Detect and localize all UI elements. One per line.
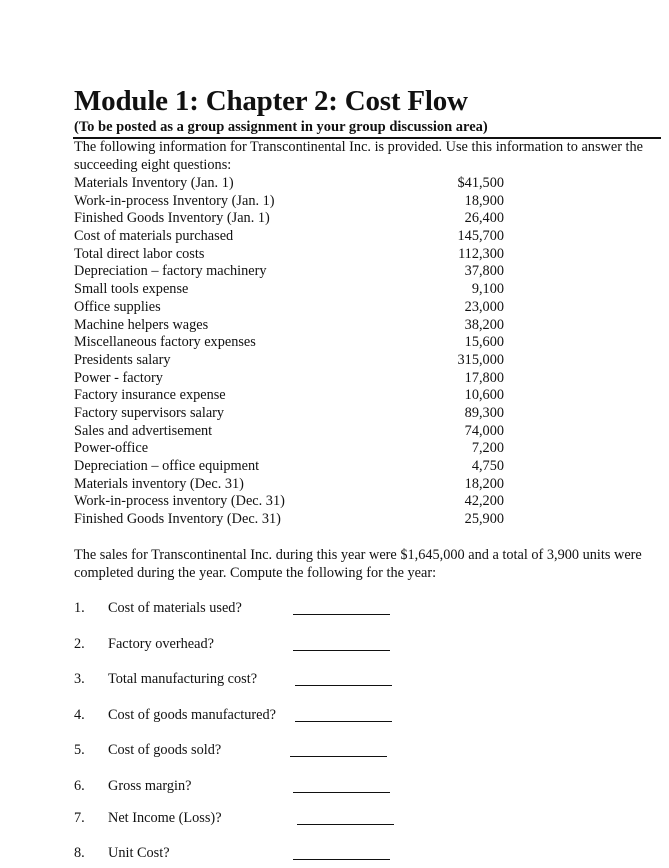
answer-blank[interactable]: [297, 824, 394, 825]
question-text: Cost of goods sold?: [108, 742, 222, 758]
data-row: [74, 493, 504, 511]
question-item: [74, 808, 414, 828]
data-value: 89,300: [464, 404, 504, 421]
data-value: 38,200: [464, 316, 504, 333]
question-number: 3.: [74, 671, 85, 687]
data-label: Cost of materials purchased: [74, 228, 234, 245]
data-label: Finished Goods Inventory (Jan. 1): [74, 210, 270, 227]
answer-blank[interactable]: [295, 721, 392, 722]
answer-blank[interactable]: [293, 859, 390, 860]
question-item: [74, 776, 414, 796]
question-item: [74, 669, 414, 689]
data-value: 18,200: [464, 475, 504, 492]
data-label: Depreciation – factory machinery: [74, 263, 267, 280]
intro-paragraph: The following information for Transcontinental Inc. is provided. Use this information to answer the succeeding eight questions:: [74, 139, 643, 173]
data-row: [74, 511, 504, 529]
data-label: Depreciation – office equipment: [74, 458, 260, 474]
data-label: Factory supervisors salary: [74, 404, 225, 421]
data-label: Finished Goods Inventory (Dec. 31): [74, 511, 281, 528]
question-text: Net Income (Loss)?: [108, 810, 222, 826]
data-value: 37,800: [464, 263, 504, 280]
data-value: $41,500: [457, 175, 504, 191]
data-row: [74, 334, 504, 352]
question-number: 6.: [74, 778, 85, 794]
question-number: 2.: [74, 636, 85, 652]
data-label: Materials Inventory (Jan. 1): [74, 175, 234, 191]
data-label: Office supplies: [74, 298, 161, 315]
data-row: [74, 440, 504, 458]
answer-blank[interactable]: [290, 756, 387, 757]
question-item: [74, 740, 414, 760]
data-row: [74, 387, 504, 405]
question-item: [74, 705, 414, 725]
data-value: 7,200: [471, 440, 504, 457]
question-text: Unit Cost?: [108, 845, 170, 861]
question-item: [74, 598, 414, 618]
data-value: 15,600: [464, 334, 504, 351]
data-row: [74, 193, 504, 211]
question-text: Gross margin?: [108, 778, 192, 794]
question-number: 1.: [74, 600, 85, 616]
data-label: Power - factory: [74, 369, 163, 386]
data-value: 23,000: [464, 298, 504, 315]
data-row: [74, 423, 504, 441]
data-row: [74, 299, 504, 317]
question-text: Total manufacturing cost?: [108, 671, 258, 687]
data-value: 4,750: [471, 458, 504, 474]
data-value: 145,700: [457, 228, 504, 245]
data-row: [74, 405, 504, 423]
question-number: 4.: [74, 707, 85, 723]
data-row: [74, 476, 504, 494]
data-label: Work-in-process inventory (Dec. 31): [74, 493, 285, 510]
cost-data-table: [74, 175, 504, 529]
data-row: [74, 317, 504, 335]
question-number: 7.: [74, 810, 85, 826]
answer-blank[interactable]: [293, 650, 390, 651]
question-number: 5.: [74, 742, 85, 758]
question-number: 8.: [74, 845, 85, 861]
question-text: Cost of goods manufactured?: [108, 707, 276, 723]
data-label: Machine helpers wages: [74, 316, 209, 333]
data-value: 10,600: [464, 387, 504, 404]
data-row: [74, 458, 504, 476]
data-row: [74, 370, 504, 388]
data-label: Sales and advertisement: [74, 422, 213, 439]
question-item: [74, 634, 414, 654]
data-value: 26,400: [464, 210, 504, 227]
data-label: Work-in-process Inventory (Jan. 1): [74, 192, 275, 209]
answer-blank[interactable]: [295, 685, 392, 686]
data-value: 18,900: [464, 192, 504, 209]
data-value: 25,900: [464, 511, 504, 528]
data-label: Miscellaneous factory expenses: [74, 334, 256, 351]
data-label: Presidents salary: [74, 351, 171, 368]
data-row: [74, 263, 504, 281]
data-row: [74, 246, 504, 264]
question-text: Factory overhead?: [108, 636, 214, 652]
data-row: [74, 228, 504, 246]
sales-paragraph: The sales for Transcontinental Inc. during this year were $1,645,000 and a total of 3,900 units were completed during the year. Compute the following for the year:: [74, 547, 642, 581]
data-row: [74, 352, 504, 370]
data-label: Small tools expense: [74, 281, 189, 298]
page-title: Module 1: Chapter 2: Cost Flow: [74, 85, 468, 117]
data-label: Factory insurance expense: [74, 387, 226, 404]
data-value: 9,100: [471, 281, 504, 298]
data-value: 315,000: [457, 351, 504, 368]
answer-blank[interactable]: [293, 614, 390, 615]
data-value: 17,800: [464, 369, 504, 386]
data-label: Total direct labor costs: [74, 245, 205, 262]
data-value: 42,200: [464, 493, 504, 510]
data-value: 112,300: [458, 245, 504, 262]
answer-blank[interactable]: [293, 792, 390, 793]
page-subtitle: (To be posted as a group assignment in your group discussion area): [74, 119, 488, 135]
question-item: [74, 843, 414, 863]
data-row: [74, 210, 504, 228]
question-text: Cost of materials used?: [108, 600, 242, 616]
data-label: Materials inventory (Dec. 31): [74, 475, 244, 492]
data-row: [74, 281, 504, 299]
data-row: [74, 175, 504, 193]
data-value: 74,000: [464, 422, 504, 439]
data-label: Power-office: [74, 440, 149, 457]
